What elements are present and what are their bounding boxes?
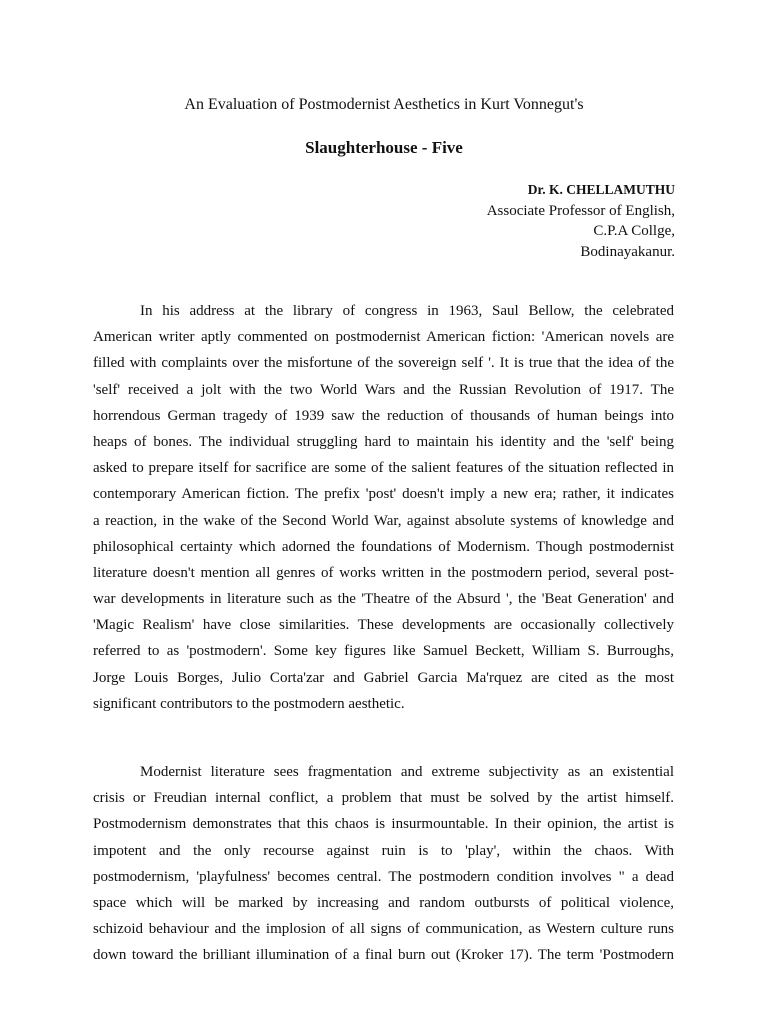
paragraph-line: filled with complaints over the misfortune of the sovereign self '. It is true that the idea of the [93, 355, 674, 372]
paragraph-2 [93, 759, 674, 969]
paragraph-line: literature doesn't mention all genres of works written in the postmodern period, several post- [93, 564, 674, 581]
paragraph-line: impotent and the only recourse against ruin is to 'play', within the chaos. With [93, 842, 674, 859]
paragraph-line: heaps of bones. The individual struggling hard to maintain his identity and the 'self' being [93, 433, 674, 450]
document-title: An Evaluation of Postmodernist Aesthetics in Kurt Vonnegut's [184, 96, 584, 113]
paragraph-line: Jorge Louis Borges, Julio Corta'zar and Gabriel Garcia Ma'rquez are cited as the most [93, 669, 674, 686]
author-name: Dr. K. CHELLAMUTHU [527, 182, 675, 197]
paragraph-line: contemporary American fiction. The prefix 'post' doesn't imply a new era; rather, it indicates [93, 486, 674, 503]
paragraph-line: space which will be marked by increasing and random outbursts of political violence, [93, 894, 674, 911]
paragraph-line: postmodernism, 'playfulness' becomes central. The postmodern condition involves " a dead [93, 868, 674, 885]
paragraph-line: American writer aptly commented on postmodernist American fiction: 'American novels are [93, 329, 674, 346]
paragraph-line: referred to as 'postmodern'. Some key figures like Samuel Beckett, William S. Burroughs, [93, 643, 674, 660]
paragraph-line: 'self' received a jolt with the two World Wars and the Russian Revolution of 1917. The [93, 381, 674, 398]
paragraph-line: Postmodernism demonstrates that this chaos is insurmountable. In their opinion, the artist is [93, 816, 674, 833]
paragraph-line: a reaction, in the wake of the Second World War, against absolute systems of knowledge and [93, 512, 674, 529]
paragraph-line: philosophical certainty which adorned the foundations of Modernism. Though postmodernist [93, 538, 674, 555]
author-position: Associate Professor of English, [486, 202, 675, 219]
paragraph-line: significant contributors to the postmodern aesthetic. [93, 695, 405, 712]
author-city: Bodinayakanur. [580, 243, 675, 260]
paragraph-line: Modernist literature sees fragmentation and extreme subjectivity as an existential [140, 764, 674, 780]
paragraph-1 [93, 298, 674, 717]
paragraph-line: 'Magic Realism' have close similarities. These developments are occasionally collectively [93, 617, 674, 634]
paragraph-line: horrendous German tragedy of 1939 saw the reduction of thousands of human beings into [93, 407, 674, 424]
paragraph-line: schizoid behaviour and the implosion of all signs of communication, as Western culture runs [93, 921, 674, 938]
paragraph-line: down toward the brilliant illumination of a final burn out (Kroker 17). The term 'Postmodern [93, 947, 674, 964]
author-college: C.P.A Collge, [593, 223, 675, 239]
paragraph-line: asked to prepare itself for sacrifice are some of the salient features of the situation reflected in [93, 460, 674, 477]
document-subtitle: Slaughterhouse - Five [305, 138, 463, 157]
paragraph-line: crisis or Freudian internal conflict, a problem that must be solved by the artist himself. [93, 790, 674, 807]
author-block [487, 180, 675, 262]
paragraph-line: war developments in literature such as the 'Theatre of the Absurd ', the 'Beat Generation' and [93, 591, 674, 608]
paragraph-line: In his address at the library of congress in 1963, Saul Bellow, the celebrated [140, 303, 674, 319]
